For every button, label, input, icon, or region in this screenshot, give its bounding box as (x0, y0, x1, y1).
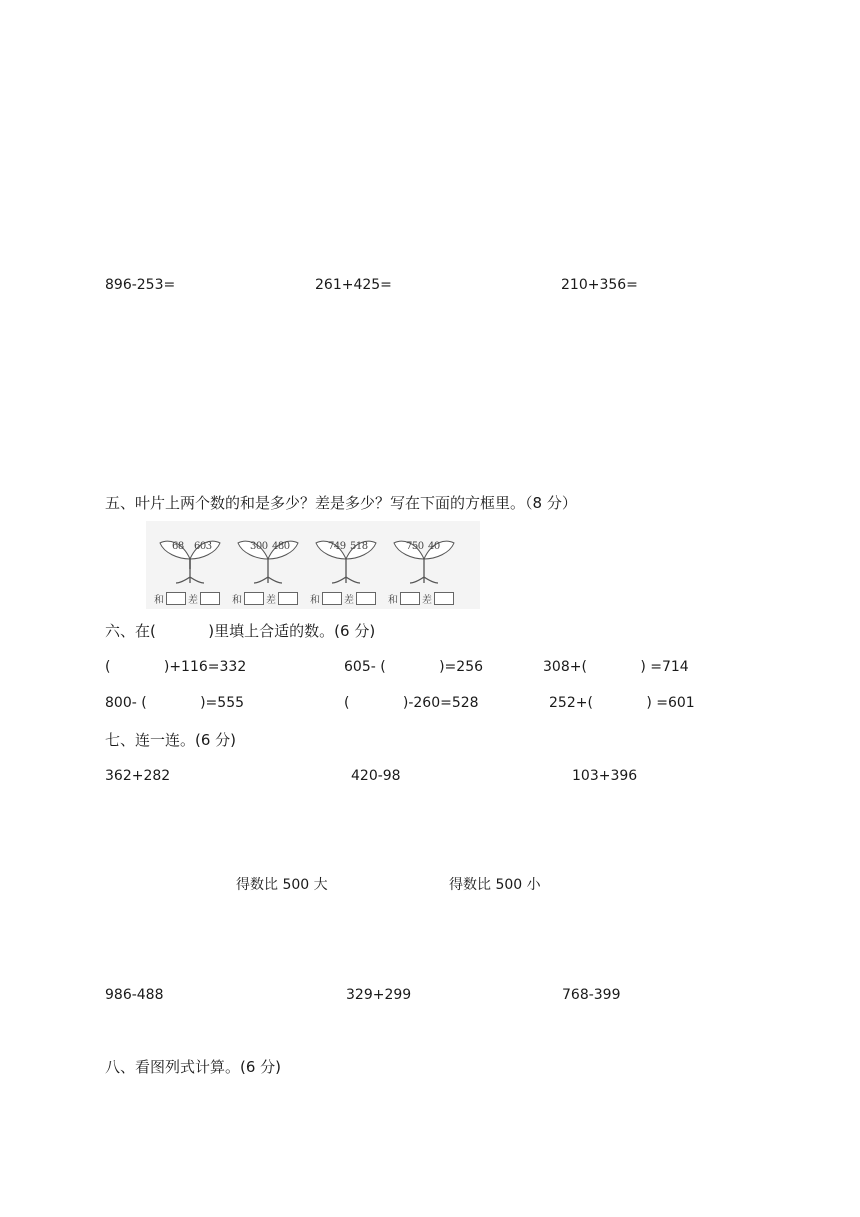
fill-blank-4: 800- ( )=555 (105, 695, 245, 711)
target-greater-than-500[interactable]: 得数比 500 大 (236, 877, 328, 893)
section-5-heading: 五、叶片上两个数的和是多少？差是多少？写在下面的方框里。（8 分） (105, 494, 577, 512)
diff-label: 差 (188, 595, 198, 606)
plant-4 (388, 529, 460, 605)
match-top-1[interactable]: 362+282 (105, 768, 171, 784)
sum-label: 和 (154, 595, 164, 606)
leaf-number-left: 750 (406, 541, 424, 552)
fill-blank-2: 605- ( )=256 (344, 659, 484, 675)
leaf-plants-figure (146, 521, 480, 609)
match-top-2[interactable]: 420-98 (351, 768, 401, 784)
fill-blank-6: 252+( ) =601 (549, 695, 695, 711)
sum-label: 和 (232, 595, 242, 606)
diff-box[interactable] (200, 592, 220, 605)
leaf-number-left: 749 (328, 541, 346, 552)
sum-label: 和 (310, 595, 320, 606)
sum-box[interactable] (400, 592, 420, 605)
problem-210+356: 210+356= (561, 277, 638, 293)
leaf-pair-icon (310, 529, 382, 569)
diff-box[interactable] (356, 592, 376, 605)
section-6-heading: 六、在( )里填上合适的数。(6 分) (105, 622, 376, 640)
plant-3 (310, 529, 382, 605)
problem-261+425: 261+425= (315, 277, 392, 293)
sum-box[interactable] (322, 592, 342, 605)
diff-label: 差 (422, 595, 432, 606)
leaf-pair-icon (154, 529, 226, 569)
leaf-pair-icon (232, 529, 304, 569)
answer-row (388, 591, 468, 605)
leaf-number-right: 40 (428, 541, 440, 552)
diff-box[interactable] (278, 592, 298, 605)
section-8-heading: 八、看图列式计算。(6 分) (105, 1058, 282, 1076)
fill-blank-5: ( )-260=528 (344, 695, 479, 711)
answer-row (232, 591, 312, 605)
leaf-number-right: 480 (272, 541, 290, 552)
target-less-than-500[interactable]: 得数比 500 小 (449, 877, 541, 893)
diff-label: 差 (266, 595, 276, 606)
leaf-pair-icon (388, 529, 460, 569)
match-bottom-3[interactable]: 768-399 (562, 987, 621, 1003)
diff-box[interactable] (434, 592, 454, 605)
sum-label: 和 (388, 595, 398, 606)
sum-box[interactable] (244, 592, 264, 605)
leaf-number-left: 68 (172, 541, 184, 552)
fill-blank-3: 308+( ) =714 (543, 659, 689, 675)
match-top-3[interactable]: 103+396 (572, 768, 638, 784)
section-7-heading: 七、连一连。(6 分) (105, 731, 237, 749)
leaf-number-left: 300 (250, 541, 268, 552)
sum-box[interactable] (166, 592, 186, 605)
diff-label: 差 (344, 595, 354, 606)
match-bottom-1[interactable]: 986-488 (105, 987, 164, 1003)
problem-896-253: 896-253= (105, 277, 176, 293)
match-bottom-2[interactable]: 329+299 (346, 987, 412, 1003)
answer-row (310, 591, 390, 605)
answer-row (154, 591, 234, 605)
leaf-number-right: 603 (194, 541, 212, 552)
fill-blank-1: ( )+116=332 (105, 659, 247, 675)
leaf-number-right: 518 (350, 541, 368, 552)
plant-2 (232, 529, 304, 605)
plant-1 (154, 529, 226, 605)
